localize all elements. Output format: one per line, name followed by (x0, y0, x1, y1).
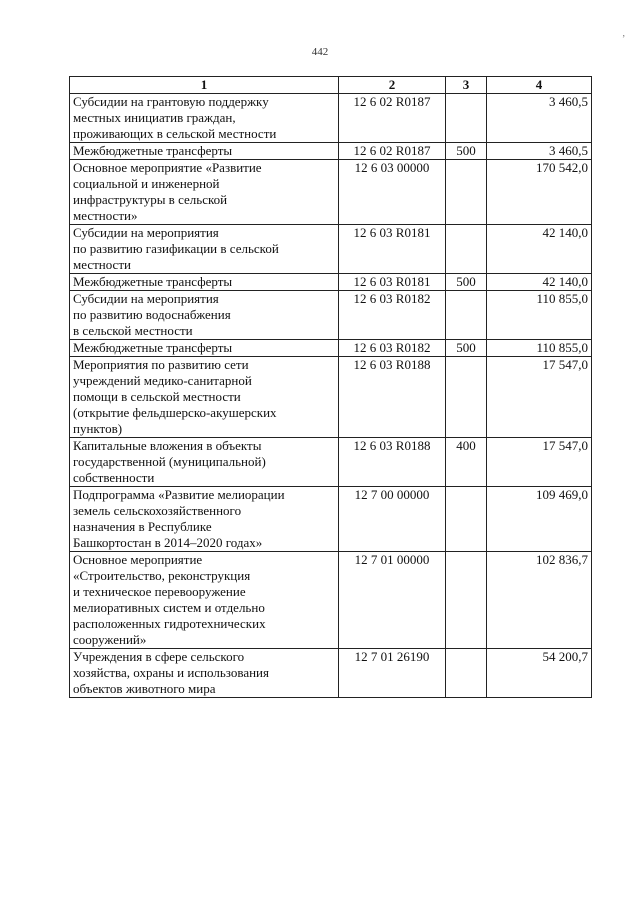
column-header-1: 1 (70, 77, 339, 94)
row-name: Межбюджетные трансферты (70, 340, 339, 357)
row-name: Субсидии на грантовую поддержку местных инициатив граждан, проживающих в сельской местности (70, 94, 339, 143)
row-code: 12 6 02 R0187 (339, 143, 446, 160)
row-amount: 54 200,7 (487, 649, 592, 698)
table-row (70, 357, 592, 438)
row-name: Учреждения в сфере сельского хозяйства, охраны и использования объектов животного мира (70, 649, 339, 698)
row-type (446, 225, 487, 274)
row-type: 500 (446, 340, 487, 357)
column-header-3: 3 (446, 77, 487, 94)
table-row (70, 487, 592, 552)
budget-table (69, 76, 592, 698)
row-name: Основное мероприятие «Развитие социальной и инженерной инфраструктуры в сельской местности» (70, 160, 339, 225)
column-header-4: 4 (487, 77, 592, 94)
header-row (70, 77, 592, 94)
row-code: 12 7 01 26190 (339, 649, 446, 698)
row-type (446, 357, 487, 438)
row-code: 12 6 03 R0188 (339, 438, 446, 487)
row-code: 12 6 03 R0188 (339, 357, 446, 438)
table-row (70, 291, 592, 340)
table-row (70, 225, 592, 274)
row-type (446, 94, 487, 143)
row-name: Основное мероприятие «Строительство, реконструкция и техническое перевооружение мелиоративных систем и отдельно расположенных гидротехнических сооружений» (70, 552, 339, 649)
row-name: Подпрограмма «Развитие мелиорации земель сельскохозяйственного назначения в Республике Башкортостан в 2014–2020 годах» (70, 487, 339, 552)
row-name: Мероприятия по развитию сети учреждений медико-санитарной помощи в сельской местности (открытие фельдшерско-акушерских пунктов) (70, 357, 339, 438)
row-code: 12 6 03 R0181 (339, 225, 446, 274)
row-name: Межбюджетные трансферты (70, 143, 339, 160)
row-name: Субсидии на мероприятия по развитию водоснабжения в сельской местности (70, 291, 339, 340)
row-code: 12 6 03 00000 (339, 160, 446, 225)
edge-mark: ’ (622, 34, 626, 45)
row-type: 500 (446, 274, 487, 291)
row-amount: 102 836,7 (487, 552, 592, 649)
row-code: 12 6 03 R0182 (339, 291, 446, 340)
row-code: 12 7 00 00000 (339, 487, 446, 552)
row-amount: 170 542,0 (487, 160, 592, 225)
row-code: 12 6 03 R0182 (339, 340, 446, 357)
row-amount: 109 469,0 (487, 487, 592, 552)
row-amount: 3 460,5 (487, 143, 592, 160)
row-code: 12 7 01 00000 (339, 552, 446, 649)
row-name: Капитальные вложения в объекты государственной (муниципальной) собственности (70, 438, 339, 487)
table-row (70, 340, 592, 357)
row-type (446, 291, 487, 340)
table-row (70, 143, 592, 160)
table-row (70, 274, 592, 291)
row-amount: 110 855,0 (487, 291, 592, 340)
table-row (70, 94, 592, 143)
table-row (70, 552, 592, 649)
row-amount: 42 140,0 (487, 274, 592, 291)
row-type (446, 552, 487, 649)
row-amount: 42 140,0 (487, 225, 592, 274)
row-amount: 17 547,0 (487, 438, 592, 487)
table-row (70, 438, 592, 487)
row-name: Субсидии на мероприятия по развитию газификации в сельской местности (70, 225, 339, 274)
column-header-2: 2 (339, 77, 446, 94)
row-name: Межбюджетные трансферты (70, 274, 339, 291)
row-type (446, 160, 487, 225)
row-amount: 17 547,0 (487, 357, 592, 438)
table-row (70, 649, 592, 698)
row-amount: 3 460,5 (487, 94, 592, 143)
table-row (70, 160, 592, 225)
row-type: 400 (446, 438, 487, 487)
row-code: 12 6 02 R0187 (339, 94, 446, 143)
row-type (446, 649, 487, 698)
row-amount: 110 855,0 (487, 340, 592, 357)
row-type: 500 (446, 143, 487, 160)
row-type (446, 487, 487, 552)
page-number: 442 (311, 46, 329, 58)
row-code: 12 6 03 R0181 (339, 274, 446, 291)
